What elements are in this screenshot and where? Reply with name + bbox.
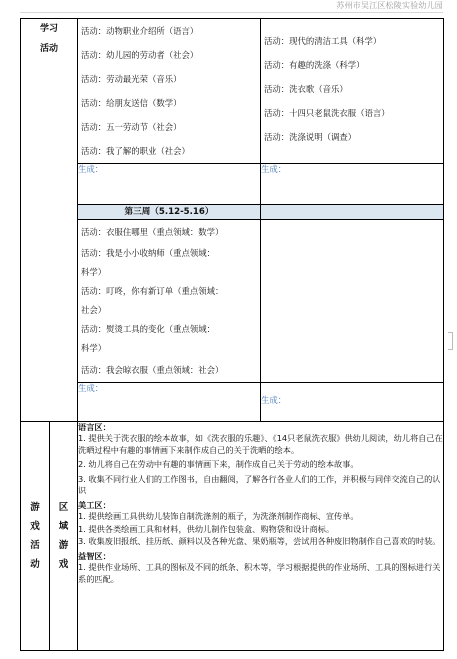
area-game-label	[50, 422, 78, 650]
area-label-char: 域	[58, 521, 69, 532]
header-divider	[20, 12, 443, 13]
learning-label-line1: 学习	[39, 24, 58, 34]
language-item: 2. 幼儿将自己在劳动中有趣的事情画下来，制作成自己关于劳动的绘本故事。	[78, 459, 359, 470]
game-content-cell	[78, 422, 444, 651]
area-label-char: 游	[58, 540, 69, 551]
week3-header-row	[21, 205, 444, 220]
week3-activities-row	[21, 220, 444, 383]
activity-item: 活动：劳动最光荣（音乐）	[81, 74, 182, 84]
activity-item: 活动：叮咚，你有新订单（重点领域：	[81, 286, 224, 296]
art-area-title: 美工区：	[78, 499, 111, 510]
page-header: 苏州市吴江区松陵实验幼儿园	[336, 1, 443, 10]
puzzle-item: 1. 提供作业场所、工具的图标及不同的纸条、积木等，学习根据提供的作业场所、工具的图标进行关系的匹配。	[78, 562, 441, 584]
game-label-char: 动	[30, 559, 40, 570]
puzzle-area-title: 益智区：	[78, 550, 111, 561]
activity-item: 活动：我了解的职业（社会）	[81, 146, 190, 156]
activity-item-cont: 科学）	[81, 343, 107, 353]
generate-cell[interactable]: 生成：	[78, 383, 261, 422]
activity-item: 活动：五一劳动节（社会）	[81, 122, 182, 132]
page-side-marker	[448, 332, 453, 350]
language-item: 1. 提供关于洗衣服的绘本故事，如《洗衣服的乐趣》、《14只老鼠洗衣服》供幼儿阅读，幼儿将自己在洗晒过程中有趣的事情画下来制作成自己的关于洗晒的绘本。	[78, 433, 443, 455]
week3-activities-cell	[78, 220, 261, 383]
activity-item: 活动：动物职业介绍所（语言）	[81, 26, 199, 36]
activity-item: 活动：现代的清洁工具（科学）	[264, 36, 382, 46]
game-label-char: 活	[30, 540, 40, 551]
game-label-char: 游	[30, 502, 40, 513]
game-label-char: 戏	[30, 521, 40, 532]
learning-label-line2: 活动	[39, 44, 58, 54]
week3-right-empty	[261, 220, 444, 383]
game-label-inner	[21, 422, 77, 650]
activity-item: 活动：熨烫工具的变化（重点领域：	[81, 324, 215, 334]
area-label-char: 区	[58, 502, 69, 513]
learning-row-1	[21, 19, 444, 164]
art-item: 3. 收集废旧报纸、挂历纸、颜料以及各种光盘、果奶瓶等，尝试用各种废旧物制作自己喜欢的时装。	[78, 536, 441, 547]
activity-item-cont: 社会）	[81, 305, 107, 315]
week3-generate-row	[21, 383, 444, 422]
art-item: 1. 提供各类绘画工具和材料，供幼儿制作包装盒、购物袋和设计商标。	[78, 523, 335, 534]
learning-right-cell	[261, 19, 444, 164]
generate-cell[interactable]: 生成：	[261, 164, 444, 205]
activity-item: 活动：我会晾衣服（重点领域：社会）	[81, 365, 224, 375]
generate-cell[interactable]: 生成：	[78, 164, 261, 205]
week3-header-empty	[261, 205, 444, 220]
plan-table	[20, 18, 444, 651]
week3-title: 第三周（5.12-5.16）	[78, 205, 261, 220]
art-item: 1. 提供绘画工具供幼儿装饰自制洗涤剂的瓶子，为洗涤剂制作商标、宣传单。	[78, 511, 359, 522]
activity-item: 活动：给朋友送信（数学）	[81, 98, 182, 108]
activity-item: 活动：洗涤说明（调查）	[264, 132, 357, 142]
learning-section-label	[21, 19, 78, 422]
activity-item-cont: 科学）	[81, 267, 107, 277]
language-area-title: 语言区：	[78, 422, 111, 432]
activity-item: 活动：我是小小收纳师（重点领域：	[81, 248, 215, 258]
language-item: 3. 收集不同行业人们的工作图书，自由翻阅，了解各行各业人们的工作，并积极与同伴交流自己的认识	[78, 473, 441, 496]
learning-row-generate	[21, 164, 444, 205]
activity-item: 活动：幼儿园的劳动者（社会）	[81, 50, 199, 60]
learning-left-cell	[78, 19, 261, 164]
activity-item: 活动：有趣的洗涤（科学）	[264, 60, 365, 70]
activity-item: 活动：十四只老鼠洗衣服（语言）	[264, 108, 390, 118]
area-label-char: 戏	[58, 559, 69, 570]
game-section-label	[21, 422, 50, 650]
activity-item: 活动：洗衣歌（音乐）	[264, 84, 348, 94]
activity-item: 活动：衣服住哪里（重点领域：数学）	[81, 227, 224, 237]
game-label-cell	[21, 422, 78, 651]
generate-cell[interactable]: 生成：	[261, 383, 444, 422]
game-row	[21, 422, 444, 651]
